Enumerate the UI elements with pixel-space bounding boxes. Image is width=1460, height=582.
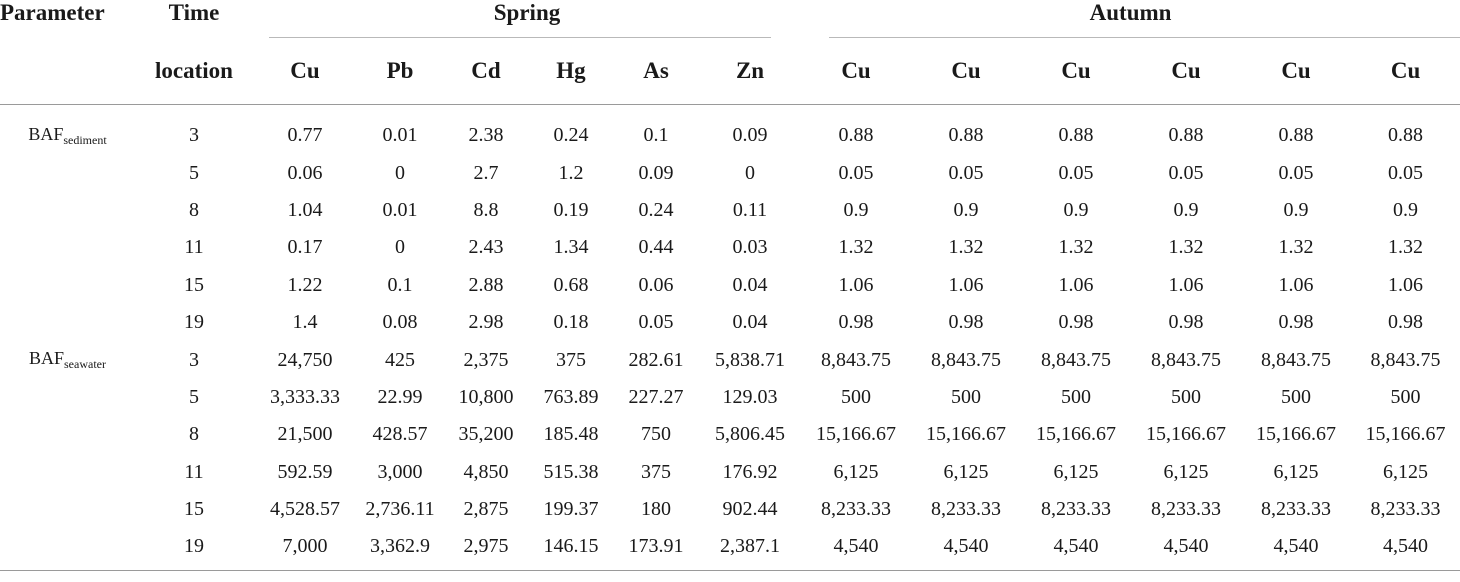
value-cell: 0.17: [287, 236, 323, 259]
location-cell: 3: [189, 124, 199, 147]
value-cell: 8,233.33: [1370, 498, 1441, 521]
value-cell: 0.09: [638, 161, 674, 184]
value-cell: 0.06: [638, 273, 674, 296]
value-cell: 282.61: [628, 348, 684, 371]
value-cell: 0: [745, 161, 755, 184]
parameter-cell: [0, 105, 135, 155]
col-spring-zn: Zn: [699, 38, 801, 105]
value-cell: 0.18: [553, 311, 589, 334]
value-cell: 1.06: [1058, 273, 1094, 296]
value-cell: 0.09: [732, 124, 768, 147]
value-cell: 2,387.1: [720, 535, 780, 558]
value-cell: 0.98: [1058, 311, 1094, 334]
parameter-cell: [0, 229, 135, 266]
value-cell: 2.38: [468, 124, 504, 147]
value-cell: 2,875: [463, 498, 509, 521]
value-cell: 0: [395, 161, 405, 184]
value-cell: 22.99: [377, 385, 423, 408]
value-cell: 2.7: [473, 161, 499, 184]
location-cell: 8: [189, 198, 199, 221]
value-cell: 24,750: [277, 348, 333, 371]
value-cell: 8,233.33: [821, 498, 892, 521]
value-cell: 1.32: [1278, 236, 1314, 259]
value-cell: 902.44: [722, 498, 778, 521]
parameter-cell: [0, 341, 135, 378]
parameter-cell: [0, 192, 135, 229]
value-cell: 3,333.33: [270, 385, 340, 408]
value-cell: 8,233.33: [1261, 498, 1332, 521]
value-cell: 8,843.75: [931, 348, 1002, 371]
value-cell: 6,125: [1053, 460, 1099, 483]
value-cell: 5,838.71: [715, 348, 785, 371]
col-spring-pb: Pb: [357, 38, 443, 105]
table-row: [0, 304, 1460, 341]
table-row: [0, 192, 1460, 229]
location-cell: 5: [189, 385, 199, 408]
value-cell: 1.06: [838, 273, 874, 296]
value-cell: 2,975: [463, 535, 509, 558]
value-cell: 0.44: [638, 236, 674, 259]
header-row-bottom: [0, 38, 1460, 105]
col-autumn-5: Cu: [1241, 38, 1351, 105]
value-cell: 176.92: [722, 460, 778, 483]
value-cell: 227.27: [628, 385, 684, 408]
value-cell: 0.9: [1393, 198, 1419, 221]
header-row-top: [0, 0, 1460, 38]
value-cell: 129.03: [722, 385, 778, 408]
header-autumn-label: Autumn: [1089, 0, 1172, 25]
parameter-cell: [0, 528, 135, 565]
value-cell: 0.05: [1388, 161, 1424, 184]
header-parameter: Parameter: [0, 0, 105, 25]
value-cell: 0.9: [1283, 198, 1309, 221]
value-cell: 199.37: [543, 498, 599, 521]
value-cell: 0.88: [838, 124, 874, 147]
value-cell: 15,166.67: [816, 423, 897, 446]
value-cell: 0.05: [838, 161, 874, 184]
value-cell: 15,166.67: [926, 423, 1007, 446]
value-cell: 1.34: [553, 236, 589, 259]
value-cell: 8,843.75: [1151, 348, 1222, 371]
value-cell: 0.1: [643, 124, 669, 147]
value-cell: 0.88: [1388, 124, 1424, 147]
value-cell: 0.1: [387, 273, 413, 296]
value-cell: 375: [641, 460, 671, 483]
value-cell: 750: [641, 423, 671, 446]
value-cell: 500: [1281, 385, 1312, 408]
value-cell: 0.24: [553, 124, 589, 147]
value-cell: 8.8: [473, 198, 499, 221]
value-cell: 1.32: [1058, 236, 1094, 259]
value-cell: 0.77: [287, 124, 323, 147]
value-cell: 8,843.75: [1041, 348, 1112, 371]
value-cell: 1.32: [838, 236, 874, 259]
value-cell: 1.06: [1388, 273, 1424, 296]
table-row: [0, 454, 1460, 491]
location-cell: 19: [184, 311, 204, 334]
value-cell: 15,166.67: [1036, 423, 1117, 446]
value-cell: 2,736.11: [365, 498, 435, 521]
location-cell: 19: [184, 535, 204, 558]
value-cell: 0.11: [732, 198, 768, 221]
value-cell: 8,233.33: [1151, 498, 1222, 521]
value-cell: 2.98: [468, 311, 504, 334]
table-row: [0, 379, 1460, 416]
value-cell: 1.32: [948, 236, 984, 259]
col-autumn-1: Cu: [801, 38, 911, 105]
value-cell: 6,125: [1273, 460, 1319, 483]
value-cell: 375: [556, 348, 586, 371]
parameter-cell: [0, 454, 135, 491]
table-row: [0, 267, 1460, 304]
value-cell: 15,166.67: [1256, 423, 1337, 446]
value-cell: 6,125: [833, 460, 879, 483]
value-cell: 428.57: [372, 423, 428, 446]
value-cell: 1.06: [948, 273, 984, 296]
value-cell: 0.98: [1388, 311, 1424, 334]
value-cell: 21,500: [277, 423, 333, 446]
value-cell: 1.22: [287, 273, 323, 296]
value-cell: 500: [951, 385, 982, 408]
parameter-cell: [0, 154, 135, 191]
value-cell: 4,528.57: [270, 498, 340, 521]
col-autumn-4: Cu: [1131, 38, 1241, 105]
table-row: [0, 341, 1460, 378]
value-cell: 0.88: [1058, 124, 1094, 147]
col-spring-cd: Cd: [443, 38, 529, 105]
value-cell: 0.08: [382, 311, 418, 334]
parameter-name: BAF: [28, 123, 64, 144]
value-cell: 1.32: [1388, 236, 1424, 259]
value-cell: 4,540: [1163, 535, 1209, 558]
value-cell: 146.15: [543, 535, 599, 558]
value-cell: 0.04: [732, 273, 768, 296]
header-parameter-blank: [0, 38, 135, 105]
col-autumn-2: Cu: [911, 38, 1021, 105]
col-spring-as: As: [613, 38, 699, 105]
value-cell: 0: [395, 236, 405, 259]
table-row: [0, 416, 1460, 453]
header-spring: [253, 0, 801, 38]
value-cell: 8,843.75: [821, 348, 892, 371]
value-cell: 2,375: [463, 348, 509, 371]
value-cell: 0.05: [1168, 161, 1204, 184]
col-spring-cu: Cu: [253, 38, 357, 105]
parameter-cell: [0, 491, 135, 528]
value-cell: 0.05: [1278, 161, 1314, 184]
value-cell: 2.43: [468, 236, 504, 259]
value-cell: 8,233.33: [931, 498, 1002, 521]
value-cell: 0.01: [382, 198, 418, 221]
value-cell: 35,200: [458, 423, 514, 446]
header-location: location: [135, 38, 253, 105]
value-cell: 0.9: [953, 198, 979, 221]
value-cell: 7,000: [282, 535, 328, 558]
value-cell: 1.06: [1278, 273, 1314, 296]
table-row: [0, 491, 1460, 528]
header-autumn: [801, 0, 1460, 38]
value-cell: 1.32: [1168, 236, 1204, 259]
value-cell: 4,540: [1053, 535, 1099, 558]
value-cell: 0.9: [1173, 198, 1199, 221]
value-cell: 4,540: [1273, 535, 1319, 558]
col-autumn-6: Cu: [1351, 38, 1460, 105]
value-cell: 0.05: [1058, 161, 1094, 184]
value-cell: 0.03: [732, 236, 768, 259]
value-cell: 4,540: [833, 535, 879, 558]
col-autumn-3: Cu: [1021, 38, 1131, 105]
value-cell: 763.89: [543, 385, 599, 408]
value-cell: 15,166.67: [1146, 423, 1227, 446]
parameter-cell: [0, 267, 135, 304]
value-cell: 1.06: [1168, 273, 1204, 296]
value-cell: 6,125: [943, 460, 989, 483]
parameter-cell: [0, 379, 135, 416]
value-cell: 0.98: [838, 311, 874, 334]
value-cell: 15,166.67: [1365, 423, 1446, 446]
value-cell: 500: [841, 385, 872, 408]
value-cell: 0.98: [948, 311, 984, 334]
table-row: [0, 154, 1460, 191]
table-bottom-rule: [0, 570, 1460, 571]
col-spring-hg: Hg: [529, 38, 613, 105]
value-cell: 500: [1171, 385, 1202, 408]
table-body: [0, 105, 1460, 566]
spring-group-rule: [269, 37, 771, 38]
value-cell: 0.88: [1168, 124, 1204, 147]
value-cell: 0.04: [732, 311, 768, 334]
parameter-subscript: sediment: [63, 132, 107, 147]
value-cell: 8,843.75: [1370, 348, 1441, 371]
value-cell: 0.19: [553, 198, 589, 221]
value-cell: 4,540: [943, 535, 989, 558]
value-cell: 0.98: [1278, 311, 1314, 334]
value-cell: 515.38: [543, 460, 599, 483]
location-cell: 3: [189, 348, 199, 371]
value-cell: 3,000: [377, 460, 423, 483]
table-row: [0, 105, 1460, 155]
value-cell: 0.9: [843, 198, 869, 221]
value-cell: 5,806.45: [715, 423, 785, 446]
value-cell: 0.06: [287, 161, 323, 184]
header-time: Time: [168, 0, 220, 25]
value-cell: 500: [1061, 385, 1092, 408]
location-cell: 15: [184, 498, 204, 521]
value-cell: 0.05: [638, 311, 674, 334]
value-cell: 4,850: [463, 460, 509, 483]
value-cell: 0.24: [638, 198, 674, 221]
value-cell: 180: [641, 498, 671, 521]
value-cell: 0.88: [948, 124, 984, 147]
value-cell: 6,125: [1383, 460, 1429, 483]
value-cell: 4,540: [1383, 535, 1429, 558]
parameter-subscript: seawater: [64, 357, 106, 372]
value-cell: 2.88: [468, 273, 504, 296]
value-cell: 1.04: [287, 198, 323, 221]
parameter-name: BAF: [29, 348, 65, 369]
value-cell: 425: [385, 348, 415, 371]
autumn-group-rule: [829, 37, 1460, 38]
value-cell: 0.01: [382, 124, 418, 147]
value-cell: 3,362.9: [370, 535, 430, 558]
value-cell: 6,125: [1163, 460, 1209, 483]
value-cell: 1.4: [292, 311, 318, 334]
location-cell: 11: [184, 236, 204, 259]
parameter-cell: [0, 304, 135, 341]
location-cell: 11: [184, 460, 204, 483]
value-cell: 8,843.75: [1261, 348, 1332, 371]
value-cell: 10,800: [458, 385, 514, 408]
value-cell: 592.59: [277, 460, 333, 483]
value-cell: 0.98: [1168, 311, 1204, 334]
value-cell: 173.91: [628, 535, 684, 558]
table-row: [0, 229, 1460, 266]
value-cell: 500: [1390, 385, 1421, 408]
value-cell: 0.9: [1063, 198, 1089, 221]
location-cell: 8: [189, 423, 199, 446]
value-cell: 1.2: [558, 161, 584, 184]
value-cell: 8,233.33: [1041, 498, 1112, 521]
table-row: [0, 528, 1460, 565]
value-cell: 0.88: [1278, 124, 1314, 147]
parameter-cell: [0, 416, 135, 453]
location-cell: 15: [184, 273, 204, 296]
location-cell: 5: [189, 161, 199, 184]
header-spring-label: Spring: [493, 0, 561, 25]
value-cell: 0.68: [553, 273, 589, 296]
value-cell: 185.48: [543, 423, 599, 446]
value-cell: 0.05: [948, 161, 984, 184]
